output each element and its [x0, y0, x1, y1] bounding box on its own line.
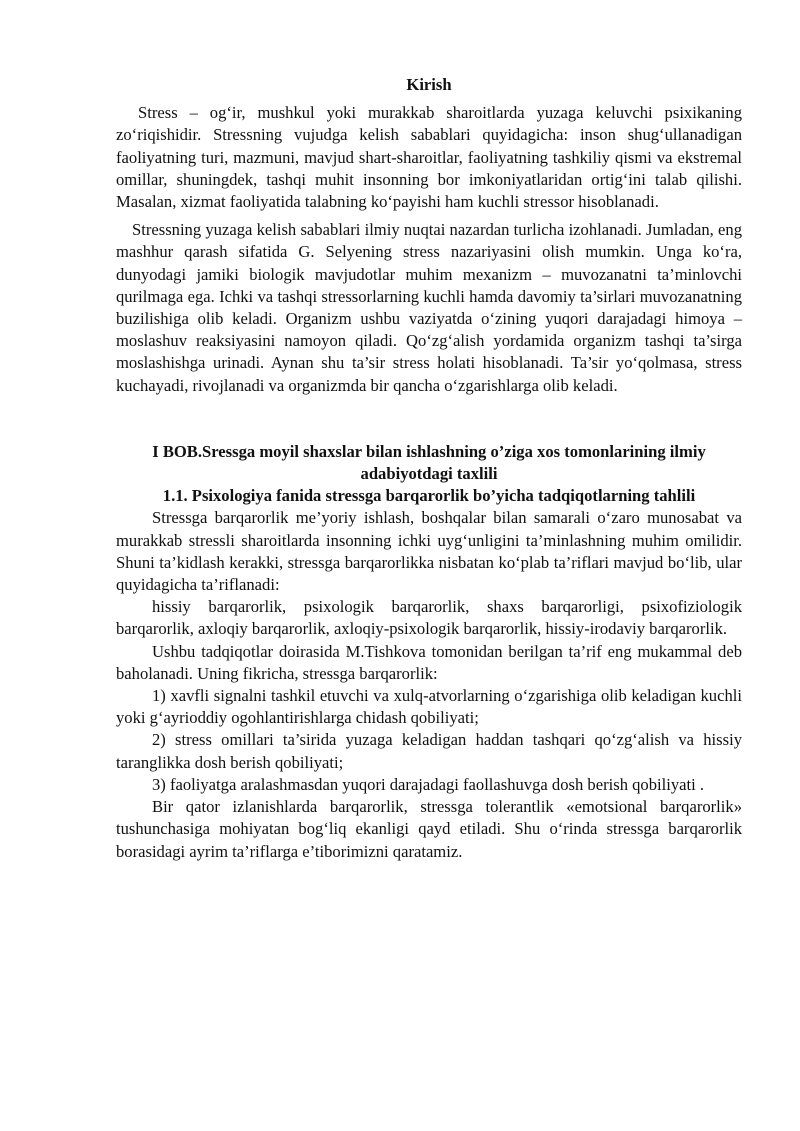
body-paragraph-4: 1) xavfli signalni tashkil etuvchi va xulq-atvorlarning o‘zgarishiga olib keladigan kuchli yoki g‘ayrioddiy ogohlantirishlarga chidash qobiliyati; — [116, 686, 742, 728]
chapter-title: I BOB.Sressga moyil shaxslar bilan ishlashning o’ziga xos tomonlarining ilmiy adabiyotdagi taxlili — [152, 441, 706, 484]
body-paragraph-1: Stressga barqarorlik me’yoriy ishlash, boshqalar bilan samarali o‘zaro munosabat va murakkab stressli sharoitlarda insonning ichki uyg‘unligini ta’minlashning muhim omilidir. Shuni ta’kidlash kerakki, stressga barqarorlikka nisbatan ko‘plab ta’riflari mavjud bo‘lib, ular quyidagicha ta’riflanadi: — [116, 508, 742, 595]
document-page — [116, 74, 742, 863]
intro-paragraph-1: Stress – og‘ir, mushkul yoki murakkab sharoitlarda yuzaga keluvchi psixikaning zo‘riqishidir. Stressning vujudga kelish sabablari quyidagicha: inson shug‘ullanadigan faoliyatning turi, mazmuni, mavjud shart-sharoitlar, faoliyatning tashkiliy qismi va ekstremal omillar, shuningdek, tashqi muhit insonning bor imkoniyatlaridan ortig‘ini talab qilishi. Masalan, xizmat faoliyatida talabning ko‘payishi ham kuchli stressor hisoblanadi. — [116, 103, 742, 212]
body-paragraph-6: 3) faoliyatga aralashmasdan yuqori darajadagi faollashuvga dosh berish qobiliyati . — [152, 774, 705, 794]
body-paragraph-7: Bir qator izlanishlarda barqarorlik, stressga tolerantlik «emotsional barqarorlik» tushunchasiga mohiyatan bog‘liq ekanligi qayd etiladi. Shu o‘rinda stressga barqarorlik borasidagi ayrim ta’riflarga e’tiborimizni qaratamiz. — [116, 797, 742, 861]
body-paragraph-5: 2) stress omillari ta’sirida yuzaga keladigan haddan tashqari qo‘zg‘alish va hissiy taranglikka dosh berish qobiliyati; — [116, 730, 742, 772]
intro-paragraph-2: Stressning yuzaga kelish sabablari ilmiy nuqtai nazardan turlicha izohlanadi. Jumladan, eng mashhur qarash sifatida G. Selyening stress nazariyasini olish mumkin. Unga ko‘ra, dunyodagi jamiki biologik mavjudotlar muhim mexanizm – muvozanatni ta’minlovchi qurilmaga ega. Ichki va tashqi stressorlarning kuchli hamda davomiy ta’sirlari muvozanatning buzilishiga olib keladi. Organizm ushbu vaziyatda o‘zining yuqori darajadagi himoya – moslashuv reaksiyasini namoyon qiladi. Qo‘zg‘alish yordamida organizm tashqi ta’sirga moslashishga urinadi. Aynan shu ta’sir stress holati hisoblanadi. Ta’sir yo‘qolmasa, stress kuchayadi, rivojlanadi va organizmda bir qancha o‘zgarishlarga olib keladi. — [116, 220, 742, 395]
section-title: 1.1. Psixologiya fanida stressga barqarorlik bo’yicha tadqiqotlarning tahlili — [162, 486, 696, 506]
body-paragraph-3: Ushbu tadqiqotlar doirasida M.Tishkova tomonidan berilgan ta’rif eng mukammal deb baholanadi. Uning fikricha, stressga barqarorlik: — [116, 641, 742, 683]
intro-title: Kirish — [406, 75, 452, 94]
body-paragraph-2: hissiy barqarorlik, psixologik barqarorlik, shaxs barqarorligi, psixofiziologik barqarorlik, axloqiy barqarorlik, axloqiy-psixologik barqarorlik, hissiy-irodaviy barqarorlik. — [116, 597, 742, 639]
